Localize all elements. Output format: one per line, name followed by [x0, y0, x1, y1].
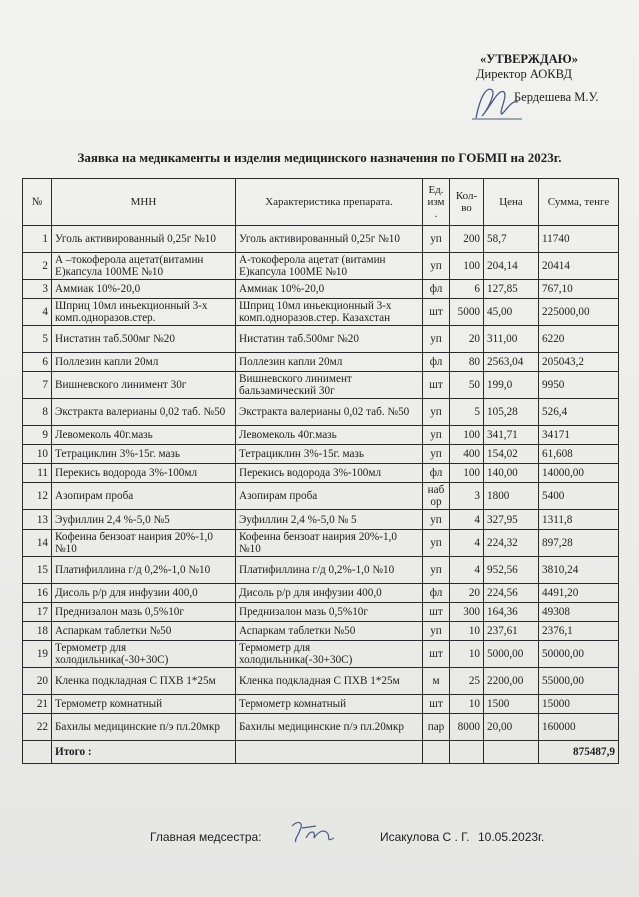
cell-unit: уп [423, 326, 450, 353]
cell-characteristic: Термометр для холодильника(-30+30С) [236, 641, 423, 668]
cell-no: 19 [23, 641, 52, 668]
table-row [23, 226, 619, 253]
cell-qty: 4 [450, 530, 484, 557]
header-unit: Ед. изм . [423, 179, 450, 226]
cell-mnn: А –токоферола ацетат(витамин Е)капсула 100МЕ №10 [52, 253, 236, 280]
cell-price: 1800 [484, 483, 539, 510]
cell-qty: 10 [450, 695, 484, 714]
cell-characteristic: Аммиак 10%-20,0 [236, 280, 423, 299]
table-row [23, 372, 619, 399]
cell-unit: шт [423, 641, 450, 668]
total-label: Итого : [52, 741, 236, 764]
table-row [23, 530, 619, 557]
cell-mnn: Преднизалон мазь 0,5%10г [52, 603, 236, 622]
table-row [23, 299, 619, 326]
cell-unit: фл [423, 464, 450, 483]
cell-mnn: Уголь активированный 0,25г №10 [52, 226, 236, 253]
cell-characteristic: Преднизалон мазь 0,5%10г [236, 603, 423, 622]
cell-sum: 160000 [539, 714, 619, 741]
cell-mnn: Термометр комнатный [52, 695, 236, 714]
cell-sum: 20414 [539, 253, 619, 280]
cell-qty: 3 [450, 483, 484, 510]
cell-sum: 2376,1 [539, 622, 619, 641]
cell-sum: 49308 [539, 603, 619, 622]
cell-sum: 34171 [539, 426, 619, 445]
cell-mnn: Платифиллина г/д 0,2%-1,0 №10 [52, 557, 236, 584]
cell-mnn: Аспаркам таблетки №50 [52, 622, 236, 641]
cell-unit: уп [423, 530, 450, 557]
cell-qty: 4 [450, 557, 484, 584]
table-row [23, 253, 619, 280]
cell-sum: 526,4 [539, 399, 619, 426]
header-qty: Кол-во [450, 179, 484, 226]
table-row [23, 399, 619, 426]
cell-price: 58,7 [484, 226, 539, 253]
cell-unit: уп [423, 226, 450, 253]
cell-sum: 5400 [539, 483, 619, 510]
cell-no: 8 [23, 399, 52, 426]
cell-unit: фл [423, 280, 450, 299]
cell-characteristic: Дисоль р/р для инфузии 400,0 [236, 584, 423, 603]
cell-sum: 205043,2 [539, 353, 619, 372]
cell-qty: 10 [450, 641, 484, 668]
cell-qty: 100 [450, 464, 484, 483]
cell-no: 10 [23, 445, 52, 464]
cell-characteristic: Эуфиллин 2,4 %-5,0 № 5 [236, 510, 423, 530]
cell-mnn: Азопирам проба [52, 483, 236, 510]
header-no: № [23, 179, 52, 226]
cell-no: 6 [23, 353, 52, 372]
cell-qty: 20 [450, 326, 484, 353]
cell-characteristic: Поллезин капли 20мл [236, 353, 423, 372]
cell-qty: 200 [450, 226, 484, 253]
cell-characteristic: Шприц 10мл иньекционный 3-х комп.одноразов.стер. Казахстан [236, 299, 423, 326]
cell-qty: 300 [450, 603, 484, 622]
cell-qty: 8000 [450, 714, 484, 741]
footer-role: Главная медсестра: [150, 830, 262, 844]
cell-unit: м [423, 668, 450, 695]
cell-qty: 50 [450, 372, 484, 399]
cell-sum: 897,28 [539, 530, 619, 557]
cell-sum: 14000,00 [539, 464, 619, 483]
cell-sum: 55000,00 [539, 668, 619, 695]
cell-mnn: Вишневского линимент 30г [52, 372, 236, 399]
table-row [23, 510, 619, 530]
cell-price: 5000,00 [484, 641, 539, 668]
cell-sum: 15000 [539, 695, 619, 714]
medicines-table [22, 178, 619, 764]
table-row [23, 445, 619, 464]
director-signature [468, 78, 524, 122]
cell-sum: 50000,00 [539, 641, 619, 668]
cell-unit: уп [423, 399, 450, 426]
cell-no: 4 [23, 299, 52, 326]
cell-mnn: Дисоль р/р для инфузии 400,0 [52, 584, 236, 603]
table-row [23, 557, 619, 584]
cell-characteristic: Левомеколь 40г.мазь [236, 426, 423, 445]
cell-no: 20 [23, 668, 52, 695]
cell-sum: 3810,24 [539, 557, 619, 584]
approval-title: «УТВЕРЖДАЮ» [480, 52, 578, 66]
cell-unit: уп [423, 622, 450, 641]
table-row [23, 603, 619, 622]
cell-unit: уп [423, 510, 450, 530]
cell-mnn: Нистатин таб.500мг №20 [52, 326, 236, 353]
table-row [23, 426, 619, 445]
cell-unit: шт [423, 372, 450, 399]
table-row [23, 353, 619, 372]
table-row [23, 464, 619, 483]
cell-mnn: Поллезин капли 20мл [52, 353, 236, 372]
cell-qty: 100 [450, 426, 484, 445]
cell-no: 17 [23, 603, 52, 622]
cell-price: 2563,04 [484, 353, 539, 372]
cell-characteristic: Перекись водорода 3%-100мл [236, 464, 423, 483]
cell-unit: уп [423, 445, 450, 464]
cell-price: 224,32 [484, 530, 539, 557]
cell-price: 237,61 [484, 622, 539, 641]
document-title: Заявка на медикаменты и изделия медицинского назначения по ГОБМП на 2023г. [77, 150, 562, 165]
table-row [23, 695, 619, 714]
cell-unit: шт [423, 695, 450, 714]
cell-sum: 4491,20 [539, 584, 619, 603]
table-body [23, 226, 619, 741]
cell-sum: 6220 [539, 326, 619, 353]
cell-no: 13 [23, 510, 52, 530]
cell-mnn: Кофеина бензоат наирия 20%-1,0 №10 [52, 530, 236, 557]
cell-no: 14 [23, 530, 52, 557]
cell-qty: 5000 [450, 299, 484, 326]
cell-characteristic: Платифиллина г/д 0,2%-1,0 №10 [236, 557, 423, 584]
approval-position: Директор АОКВД [476, 67, 573, 81]
cell-qty: 80 [450, 353, 484, 372]
header-characteristic: Характеристика препарата. [236, 179, 423, 226]
cell-characteristic: Бахилы медицинские п/э пл.20мкр [236, 714, 423, 741]
cell-mnn: Эуфиллин 2,4 %-5,0 №5 [52, 510, 236, 530]
cell-qty: 25 [450, 668, 484, 695]
cell-sum: 225000,00 [539, 299, 619, 326]
cell-no: 12 [23, 483, 52, 510]
cell-qty: 4 [450, 510, 484, 530]
cell-price: 154,02 [484, 445, 539, 464]
cell-mnn: Тетрациклин 3%-15г. мазь [52, 445, 236, 464]
cell-sum: 9950 [539, 372, 619, 399]
cell-unit: шт [423, 299, 450, 326]
table-header-row [23, 179, 619, 226]
nurse-signature [288, 818, 338, 846]
cell-mnn: Левомеколь 40г.мазь [52, 426, 236, 445]
table-row [23, 641, 619, 668]
cell-no: 2 [23, 253, 52, 280]
cell-no: 11 [23, 464, 52, 483]
cell-sum: 1311,8 [539, 510, 619, 530]
cell-no: 22 [23, 714, 52, 741]
cell-price: 224,56 [484, 584, 539, 603]
cell-no: 1 [23, 226, 52, 253]
cell-characteristic: Термометр комнатный [236, 695, 423, 714]
cell-qty: 10 [450, 622, 484, 641]
cell-mnn: Кленка подкладная С ПХВ 1*25м [52, 668, 236, 695]
footer-name: Исакулова С . Г. [380, 830, 470, 844]
cell-no: 7 [23, 372, 52, 399]
cell-price: 20,00 [484, 714, 539, 741]
cell-no: 5 [23, 326, 52, 353]
table-row [23, 280, 619, 299]
cell-unit: фл [423, 584, 450, 603]
cell-characteristic: А-токоферола ацетат (витамин Е)капсула 100МЕ №10 [236, 253, 423, 280]
cell-unit: уп [423, 557, 450, 584]
total-empty-cell [236, 741, 423, 764]
cell-qty: 5 [450, 399, 484, 426]
cell-characteristic: Азопирам проба [236, 483, 423, 510]
cell-characteristic: Нистатин таб.500мг №20 [236, 326, 423, 353]
cell-price: 105,28 [484, 399, 539, 426]
cell-characteristic: Вишневского линимент бальзамический 30г [236, 372, 423, 399]
cell-price: 952,56 [484, 557, 539, 584]
cell-qty: 20 [450, 584, 484, 603]
cell-price: 311,00 [484, 326, 539, 353]
cell-sum: 61,608 [539, 445, 619, 464]
total-empty-cell [423, 741, 450, 764]
cell-price: 140,00 [484, 464, 539, 483]
table-row [23, 326, 619, 353]
cell-qty: 6 [450, 280, 484, 299]
footer-date: 10.05.2023г. [478, 830, 545, 844]
cell-unit: фл [423, 353, 450, 372]
cell-qty: 400 [450, 445, 484, 464]
cell-characteristic: Тетрациклин 3%-15г. мазь [236, 445, 423, 464]
header-sum: Сумма, тенге [539, 179, 619, 226]
cell-characteristic: Уголь активированный 0,25г №10 [236, 226, 423, 253]
cell-mnn: Термометр для холодильника(-30+30С) [52, 641, 236, 668]
cell-no: 3 [23, 280, 52, 299]
header-price: Цена [484, 179, 539, 226]
cell-no: 15 [23, 557, 52, 584]
cell-sum: 11740 [539, 226, 619, 253]
table-row [23, 584, 619, 603]
cell-price: 204,14 [484, 253, 539, 280]
total-value: 875487,9 [539, 741, 619, 764]
cell-unit: уп [423, 253, 450, 280]
cell-qty: 100 [450, 253, 484, 280]
total-empty-cell [484, 741, 539, 764]
cell-characteristic: Аспаркам таблетки №50 [236, 622, 423, 641]
table-row [23, 714, 619, 741]
table-row [23, 622, 619, 641]
header-mnn: МНН [52, 179, 236, 226]
cell-no: 18 [23, 622, 52, 641]
cell-characteristic: Кофеина бензоат наирия 20%-1,0 №10 [236, 530, 423, 557]
cell-mnn: Шприц 10мл иньекционный 3-х комп.одноразов.стер. [52, 299, 236, 326]
cell-characteristic: Экстракта валерианы 0,02 таб. №50 [236, 399, 423, 426]
cell-no: 9 [23, 426, 52, 445]
cell-unit: шт [423, 603, 450, 622]
cell-price: 2200,00 [484, 668, 539, 695]
approval-name: Бердешева М.У. [514, 90, 599, 104]
cell-unit: уп [423, 426, 450, 445]
cell-sum: 767,10 [539, 280, 619, 299]
table-row [23, 483, 619, 510]
cell-price: 199,0 [484, 372, 539, 399]
cell-characteristic: Кленка подкладная С ПХВ 1*25м [236, 668, 423, 695]
total-row [23, 741, 619, 764]
cell-unit: наб ор [423, 483, 450, 510]
table-row [23, 668, 619, 695]
total-empty-cell [23, 741, 52, 764]
cell-mnn: Аммиак 10%-20,0 [52, 280, 236, 299]
cell-price: 164,36 [484, 603, 539, 622]
cell-mnn: Перекись водорода 3%-100мл [52, 464, 236, 483]
cell-unit: пар [423, 714, 450, 741]
cell-mnn: Бахилы медицинские п/э пл.20мкр [52, 714, 236, 741]
cell-price: 1500 [484, 695, 539, 714]
cell-no: 16 [23, 584, 52, 603]
cell-no: 21 [23, 695, 52, 714]
cell-mnn: Экстракта валерианы 0,02 таб. №50 [52, 399, 236, 426]
cell-price: 327,95 [484, 510, 539, 530]
total-empty-cell [450, 741, 484, 764]
cell-price: 127,85 [484, 280, 539, 299]
cell-price: 45,00 [484, 299, 539, 326]
cell-price: 341,71 [484, 426, 539, 445]
